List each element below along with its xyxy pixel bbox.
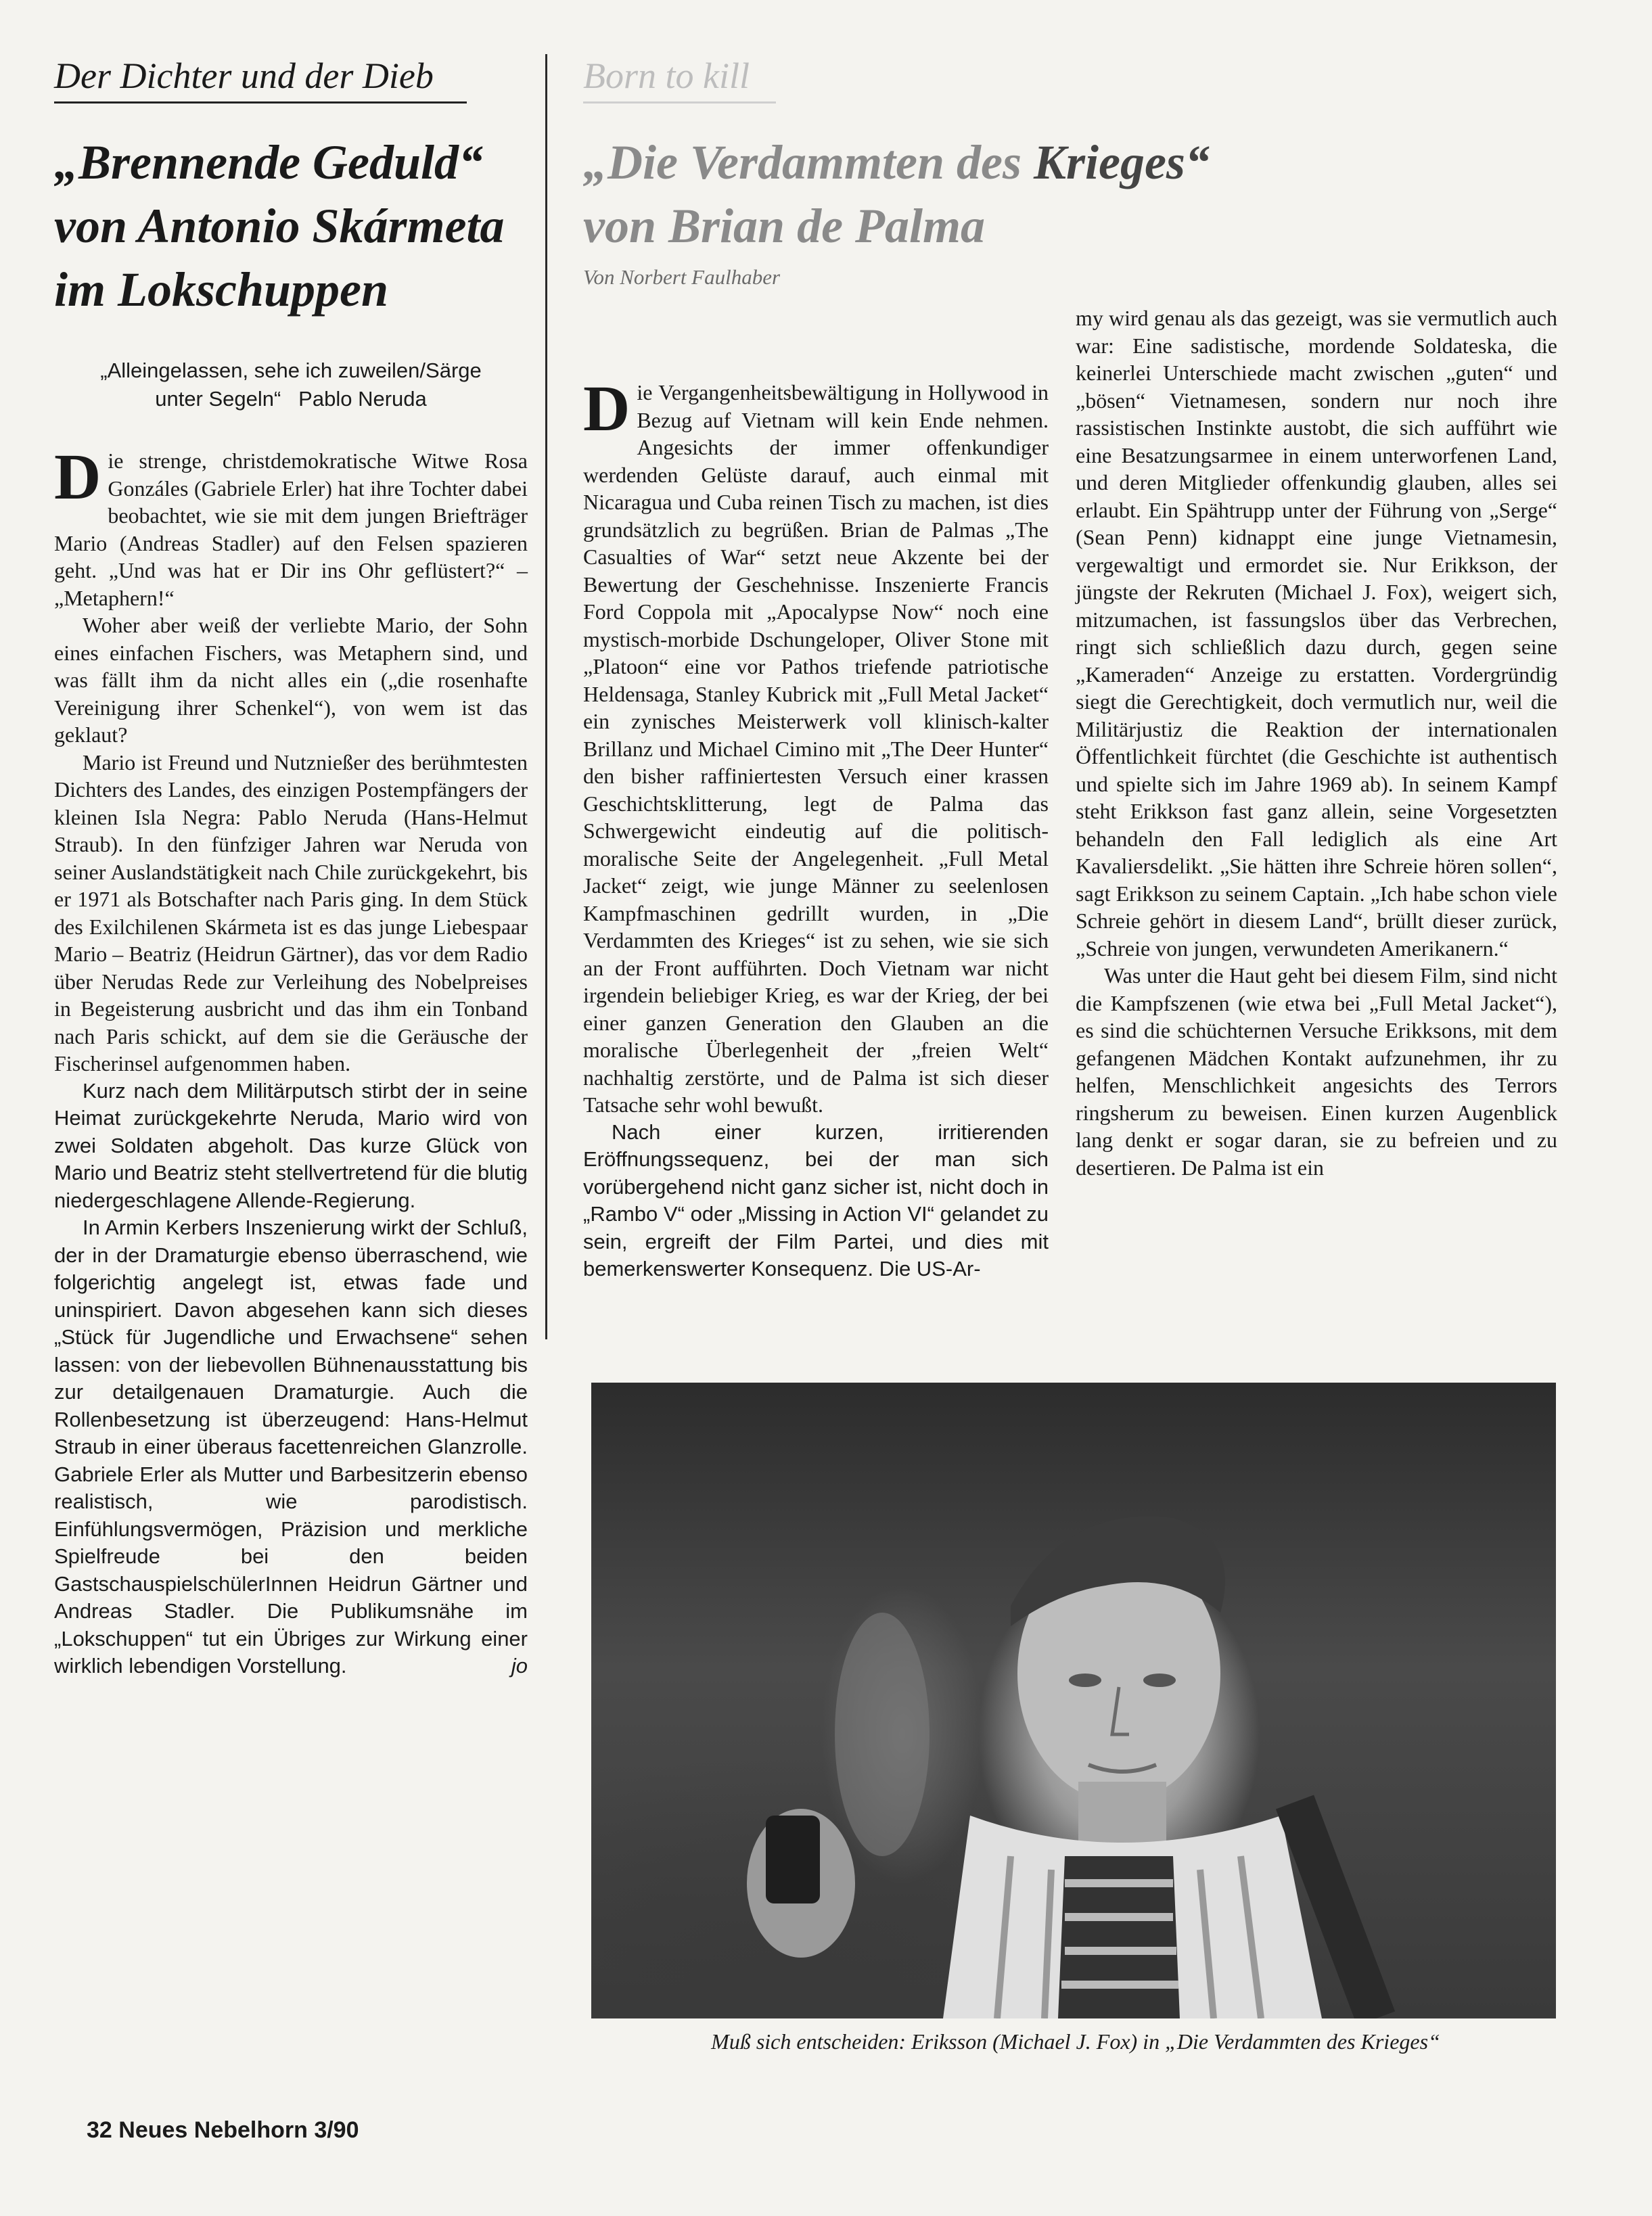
left-paragraph-3: Mario ist Freund und Nutznießer des berühmtesten Dichters des Landes, des einzigen Postempfängers der kleinen Isla Negra: Pablo Neruda (Hans-Helmut Straub). In den fünfziger Jahren war Neruda von seiner Auslandstätigkeit nach Chile zurückgekehrt, bis er 1971 als Botschafter nach Paris ging. In dem Stück des Exilchilenen Skármeta ist es das junge Liebespaar Mario – Beatriz (Heidrun Gärtner), das vor dem Radio über Nerudas Rede zur Verleihung des Nobelpreises in Begeisterung ausbricht und das ihm ein Tonband nach Paris schickt, auf dem sie die Geräusche der Fischerinsel aufgenommen haben. (54, 749, 528, 1076)
column-divider (545, 54, 547, 1339)
left-article (54, 54, 528, 1680)
motto-line1: „Alleingelassen, sehe ich zuweilen/Särge (100, 359, 482, 382)
film-still-photo (591, 1383, 1556, 2018)
right-paragraph-4: Was unter die Haut geht bei diesem Film, sind nicht die Kampfszenen (wie etwa bei „Full Metal Jacket“), es sind die schüchternen Versuche Erikksons, mit dem gefangenen Mädchen Kontakt aufzunehmen, ihr zu helfen, Menschlichkeit angesichts des Terrors ringsherum zu beweisen. Einen kurzen Augenblick lang denkt er sogar daran, sie zu befreien und zu desertieren. De Palma ist ein (1076, 963, 1557, 1180)
right-headline-line1 (583, 131, 1557, 194)
right-kicker: Born to kill (583, 54, 776, 103)
right-paragraph-1 (583, 372, 1049, 1119)
right-headline (583, 131, 1557, 258)
left-headline (54, 131, 528, 321)
page-folio: 32 Neues Nebelhorn 3/90 (87, 2117, 359, 2143)
right-paragraph-2: Nach einer kurzen, irritierenden Eröffnungssequenz, bei der man sich vorübergehend nicht ganz sicher ist, nicht doch in „Rambo V“ oder „Missing in Action VI“ gelandet zu sein, ergreift der Film Partei, und dies mit bemerkenswerter Konsequenz. Die US-Ar- (583, 1119, 1049, 1280)
left-paragraph-2: Woher aber weiß der verliebte Mario, der Sohn eines einfachen Fischers, was Metaphern sind, und was fällt ihm da nicht alles ein („die rosenhafte Vereinigung ihrer Schenkel“), von wem ist das geklaut? (54, 613, 528, 747)
right-article (583, 54, 1557, 1280)
left-kicker: Der Dichter und der Dieb (54, 54, 467, 103)
left-paragraph-5-text: In Armin Kerbers Inszenierung wirkt der Schluß, der in der Dramaturgie ebenso überraschend, wie folgerichtig angelegt ist, etwas fade und uninspiriert. Davon abgesehen kann sich dieses „Stück für Jugendliche und Erwachsene“ sehen lassen: von der liebevollen Bühnenausstattung bis zur detailgenauen Dramaturgie. Auch die Rollenbesetzung ist überzeugend: Hans-Helmut Straub in einer überaus facettenreichen Glanzrolle. Gabriele Erler als Mutter und Barbesitzerin ebenso realistisch, wie parodistisch. Einfühlungsvermögen, Präzision und merkliche Spielfreude bei den beiden GastschauspielschülerInnen Heidrun Gärtner und Andreas Stadler. Die Publikumsnähe im „Lokschuppen“ tut ein Übriges zur Wirkung einer wirklich lebendigen Vorstellung. (54, 1216, 528, 1678)
right-column-2 (1076, 304, 1557, 1181)
photo-caption: Muß sich entscheiden: Eriksson (Michael J. Fox) in „Die Verdammten des Krieges“ (711, 2029, 1440, 2054)
right-headline-line2: von Brian de Palma (583, 199, 986, 253)
right-column-1 (583, 372, 1049, 1283)
photo-illustration (591, 1383, 1556, 2018)
right-headline-line1-faded: „Die Verdammten des (583, 135, 1034, 189)
left-paragraph-5 (54, 1214, 528, 1680)
left-headline-line1: „Brennende Geduld“ (54, 135, 484, 189)
motto-line2: unter Segeln“ Pablo Neruda (155, 387, 427, 411)
motto-quote (54, 356, 528, 413)
right-paragraph-1-text: ie Vergangenheitsbewältigung in Hollywood in Bezug auf Vietnam will kein Ende nehmen. Angesichts der immer offenkundiger werdenden Gelüste darauf, auch einmal mit Nicaragua und Cuba reinen Tisch zu machen, ist dies grundsätzlich zu begrüßen. Brian de Palmas „The Casualties of War“ setzt neue Akzente bei der Bewertung der Geschehnisse. Inszenierte Francis Ford Coppola mit „Apocalypse Now“ noch eine mystisch-morbide Dschungeloper, Oliver Stone mit „Platoon“ eine vor Pathos triefende patriotische Heldensaga, Stanley Kubrick mit „Full Metal Jacket“ ein zynisches Meisterwerk voll klinisch-kalter Brillanz und Michael Cimino mit „The Deer Hunter“ den bisher raffiniertesten Versuch einer krassen Geschichtsklitterung, legt de Palma das Schwergewicht eindeutig auf die politisch-moralische Seite der Angelegenheit. „Full Metal Jacket“ zeigt, wie junge Männer zu seelenlosen Kampfmaschinen gedrillt wurden, in „Die Verdammten des Krieges“ ist zu sehen, wie sie sich an der Front aufführten. Doch Vietnam war nicht irgendein beliebiger Krieg, es war der Krieg, der bei einer ganzen Generation den Glauben an die moralische Überlegenheit der „freien Welt“ nachhaltig zerstörte, und de Palma ist sich dieser Tatsache sehr wohl bewußt. (583, 380, 1049, 1117)
left-headline-line2: von Antonio Skármeta (54, 199, 505, 253)
byline: Von Norbert Faulhaber (583, 265, 781, 289)
left-dropcap: D (54, 440, 101, 513)
left-paragraph-1-text: ie strenge, christdemokratische Witwe Rosa Gonzáles (Gabriele Erler) hat ihre Tochter dabei beobachtet, wie sie mit dem jungen Briefträger Mario (Andreas Stadler) auf den Felsen spazieren geht. „Und was hat er Dir ins Ohr geflüstert?“ – „Metaphern!“ (54, 448, 528, 610)
right-dropcap: D (583, 372, 630, 444)
left-paragraph-1 (54, 440, 528, 611)
left-headline-line3: im Lokschuppen (54, 262, 389, 317)
right-headline-line1-dark: Krieges“ (1033, 135, 1210, 189)
right-paragraph-3: my wird genau als das gezeigt, was sie vermutlich auch war: Eine sadistische, mordende Soldateska, die keinerlei Unterschiede macht zwischen „guten“ und „bösen“ Vietnamesen, sondern nur noch ihre rassistischen Instinkte austobt, die sich aufführt wie eine Besatzungsarmee in einem unterworfenen Land, und deren Mitglieder offenkundig glauben, alles sei erlaubt. Ein Spähtrupp unter der Führung von „Serge“ (Sean Penn) kidnappt eine junge Vietnamesin, vergewaltigt und ermordet sie. Nur Erikkson, der jüngste der Rekruten (Michael J. Fox), weigert sich, mitzumachen, ist fassungslos über das Verbrechen, ringt sich schließlich dazu durch, gegen seine „Kameraden“ Anzeige zu erstatten. Vordergründig siegt die Gerechtigkeit, doch vermutlich nur, weil die Militärjustiz die Reaktion der internationalen Öffentlichkeit fürchtet (die Geschichte ist authentisch und spielte sich im Jahre 1969 ab). In seinem Kampf steht Erikkson fast ganz allein, seine Vorgesetzten behandeln den Fall lediglich als eine Art Kavaliersdelikt. „Sie hätten ihre Schreie hören sollen“, sagt Erikkson zu seinem Captain. „Ich habe schon viele Schreie gehört in diesem Land“, brüllt dieser zurück, „Schreie von jungen, verwundeten Amerikanern.“ (1076, 306, 1557, 961)
author-signature: jo (511, 1654, 528, 1678)
left-body (54, 440, 528, 1680)
left-paragraph-4: Kurz nach dem Militärputsch stirbt der in seine Heimat zurückgekehrte Neruda, Mario wird von zwei Soldaten abgeholt. Das kurze Glück von Mario und Beatriz steht stellvertretend für die blutig niedergeschlagene Allende-Regierung. (54, 1078, 528, 1212)
